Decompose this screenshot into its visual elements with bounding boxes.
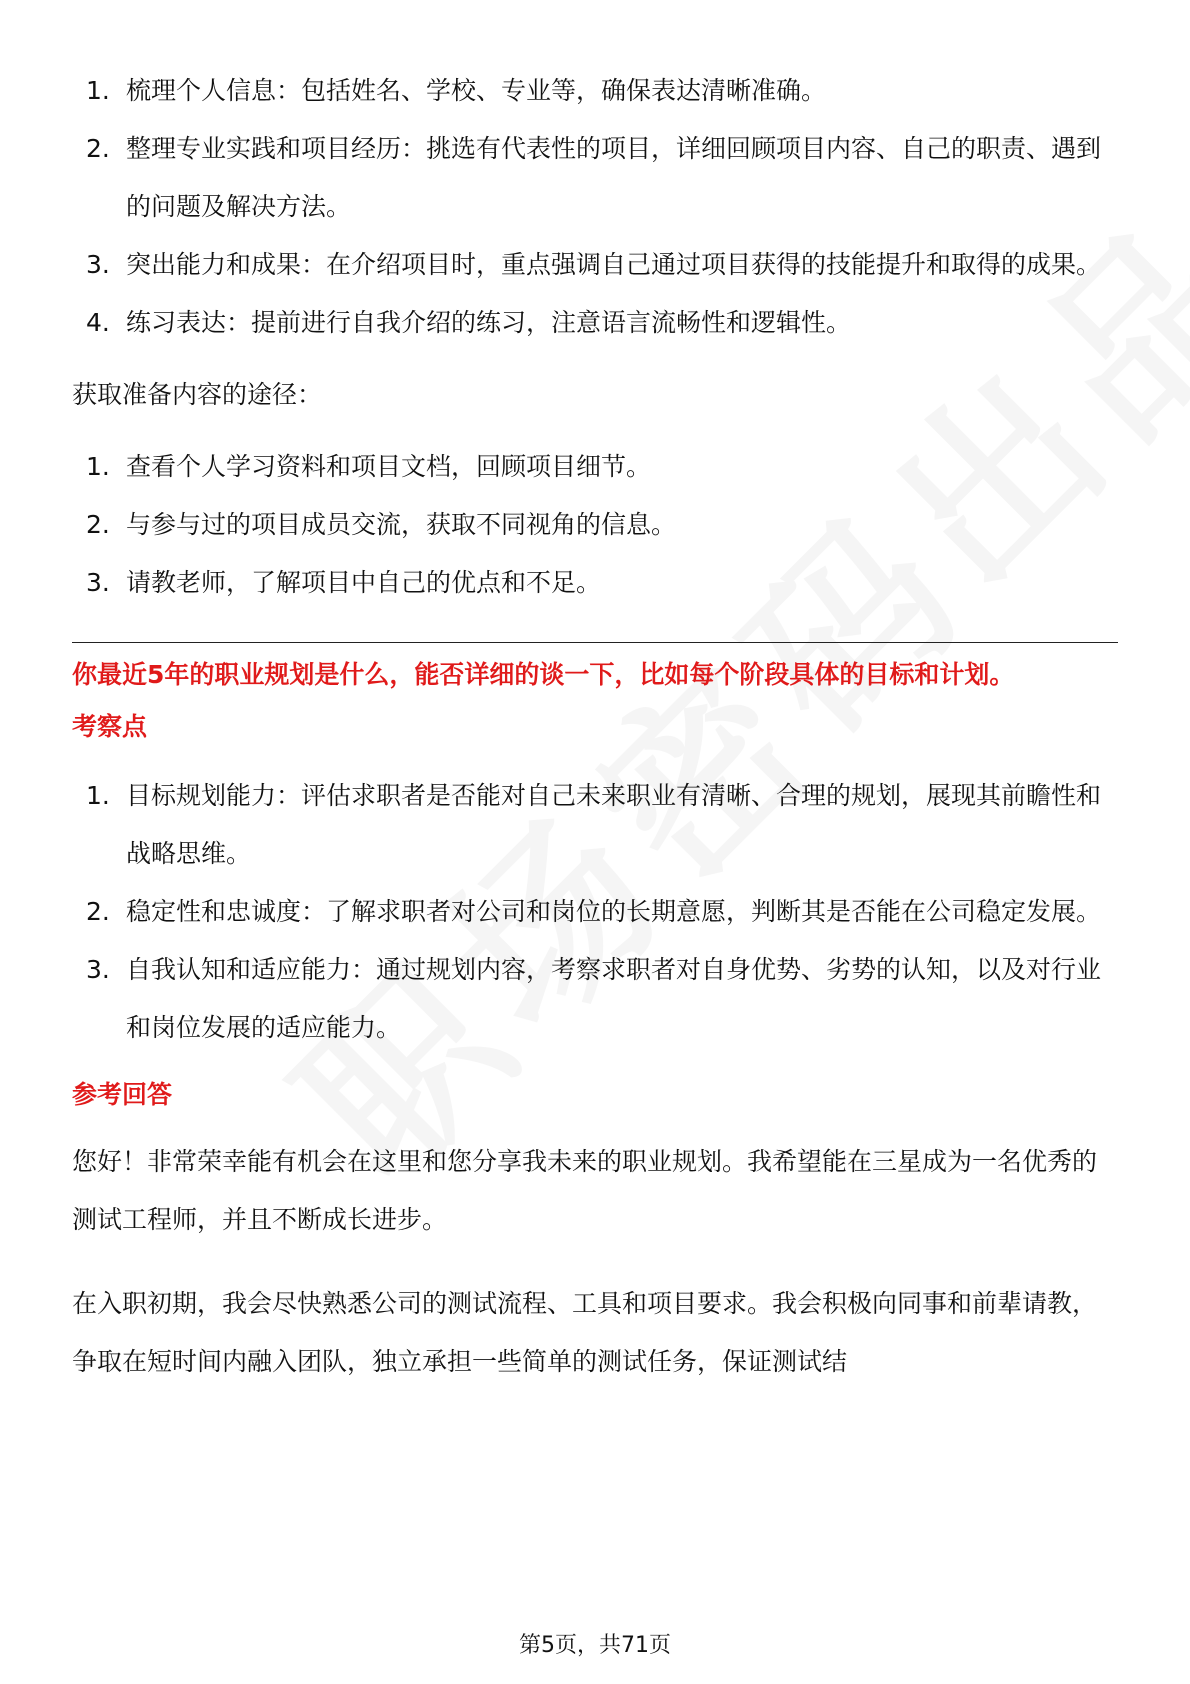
list-item	[72, 941, 1118, 1057]
list-item	[72, 62, 1118, 120]
list-item	[72, 496, 1118, 554]
list-item-text: 查看个人学习资料和项目文档，回顾项目细节。	[126, 452, 652, 481]
list-number: 3.	[86, 568, 110, 597]
list-item-text: 请教老师，了解项目中自己的优点和不足。	[126, 568, 602, 597]
page-number: 第5页，共71页	[519, 1633, 671, 1658]
sources-list	[72, 438, 1118, 612]
list-number: 2.	[86, 134, 110, 163]
list-item	[72, 883, 1118, 941]
list-number: 1.	[86, 781, 110, 810]
list-item	[72, 236, 1118, 294]
list-item-text: 梳理个人信息：包括姓名、学校、专业等，确保表达清晰准确。	[126, 76, 827, 105]
list-item	[72, 438, 1118, 496]
assessment-heading: 考察点	[72, 712, 148, 741]
list-item-text: 与参与过的项目成员交流，获取不同视角的信息。	[126, 510, 677, 539]
list-number: 3.	[86, 250, 110, 279]
answer-paragraph: 您好！非常荣幸能有机会在这里和您分享我未来的职业规划。我希望能在三星成为一名优秀的测试工程师，并且不断成长进步。	[72, 1147, 1098, 1234]
answer-paragraph: 在入职初期，我会尽快熟悉公司的测试流程、工具和项目要求。我会积极向同事和前辈请教，争取在短时间内融入团队，独立承担一些简单的测试任务，保证测试结	[72, 1289, 1098, 1376]
list-number: 2.	[86, 510, 110, 539]
list-item-text: 稳定性和忠诚度：了解求职者对公司和岗位的长期意愿，判断其是否能在公司稳定发展。	[126, 897, 1102, 926]
interview-question: 你最近5年的职业规划是什么，能否详细的谈一下，比如每个阶段具体的目标和计划。	[72, 660, 1015, 689]
list-number: 3.	[86, 955, 110, 984]
section-divider	[72, 642, 1118, 643]
list-item	[72, 554, 1118, 612]
list-item	[72, 767, 1118, 883]
list-item-text: 整理专业实践和项目经历：挑选有代表性的项目，详细回顾项目内容、自己的职责、遇到的问题及解决方法。	[126, 134, 1102, 221]
list-item-text: 练习表达：提前进行自我介绍的练习，注意语言流畅性和逻辑性。	[126, 308, 852, 337]
list-item	[72, 294, 1118, 352]
list-number: 4.	[86, 308, 110, 337]
list-item-text: 自我认知和适应能力：通过规划内容，考察求职者对自身优势、劣势的认知，以及对行业和岗位发展的适应能力。	[126, 955, 1102, 1042]
list-item-text: 突出能力和成果：在介绍项目时，重点强调自己通过项目获得的技能提升和取得的成果。	[126, 250, 1102, 279]
list-number: 2.	[86, 897, 110, 926]
prep-steps-list	[72, 62, 1118, 352]
sources-heading: 获取准备内容的途径：	[72, 380, 323, 409]
page-content	[72, 62, 1118, 1391]
answer-heading: 参考回答	[72, 1080, 173, 1109]
list-item-text: 目标规划能力：评估求职者是否能对自己未来职业有清晰、合理的规划，展现其前瞻性和战略思维。	[126, 781, 1102, 868]
list-number: 1.	[86, 452, 110, 481]
list-item	[72, 120, 1118, 236]
list-number: 1.	[86, 76, 110, 105]
assessment-list	[72, 767, 1118, 1057]
